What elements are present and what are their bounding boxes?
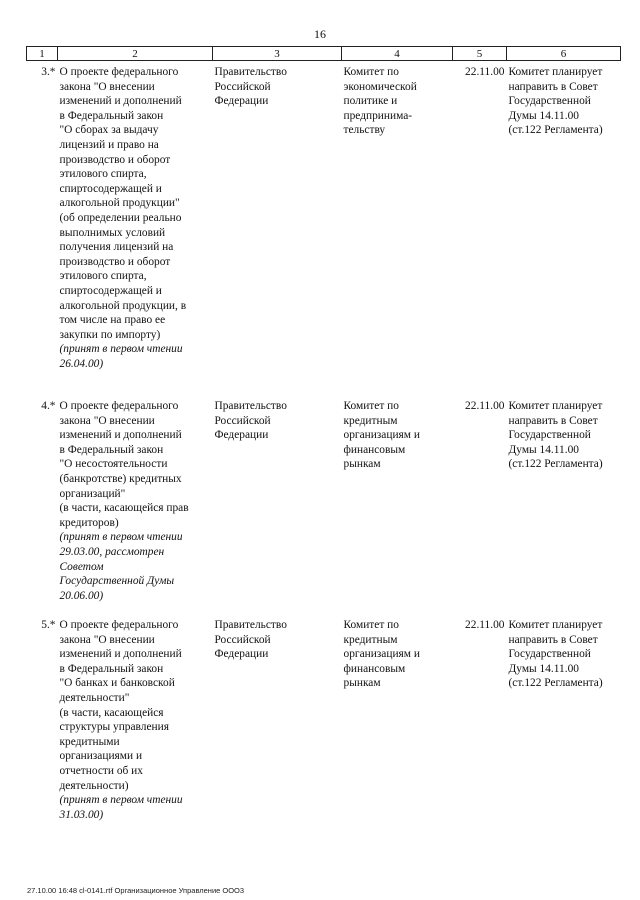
bill-status: Комитет планирует направить в Совет Государственной Думы 14.11.00 (ст.122 Регламента) [508, 66, 603, 137]
row-number: 5.* [41, 619, 56, 631]
bill-title: О проекте федерального закона "О внесении изменений и дополнений в Федеральный закон "О сборах за выдачу лицензий и право на производство и оборот этилового спирта, спиртосодержащей и алкогольной продукции" (об определении реально выполнимых условий получения лицензий на производство и оборот этилового спирта, спиртосодержащей и алкогольной продукции, в том числе на право ее закупки по импорту) [59, 66, 187, 341]
column-header-num: 1 [27, 47, 58, 61]
responsible-committee: Комитет по кредитным организациям и финансовым рынкам [343, 619, 420, 690]
bill-author: Правительство Российской Федерации [214, 619, 287, 661]
reading-note: (принят в первом чтении 31.03.00) [59, 794, 183, 821]
responsible-committee: Комитет по кредитным организациям и финансовым рынкам [343, 400, 420, 471]
scheduled-date: 22.11.00 [465, 66, 505, 78]
bill-title-cell [58, 61, 213, 396]
bill-title-cell [58, 614, 213, 838]
column-header-committee: 4 [342, 47, 453, 61]
bill-title: О проекте федерального закона "О внесении изменений и дополнений в Федеральный закон "О несостоятельности (банкротстве) кредитных организаций" (в части, касающейся прав кредиторов) [59, 400, 189, 529]
print-footer: 27.10.00 16:48 cl-0141.rtf Организационное Управление ООО3 [27, 886, 245, 895]
column-header-status: 6 [507, 47, 621, 61]
reading-note: (принят в первом чтении 29.03.00, рассмотрен Советом Государственной Думы 20.06.00) [59, 531, 183, 602]
scheduled-date: 22.11.00 [465, 619, 505, 631]
table-row [27, 395, 621, 614]
row-number: 3.* [41, 66, 56, 78]
responsible-committee: Комитет по экономической политике и предпринима- тельству [343, 66, 417, 137]
bill-status: Комитет планирует направить в Совет Государственной Думы 14.11.00 (ст.122 Регламента) [508, 619, 603, 690]
column-header-date: 5 [453, 47, 507, 61]
table-row [27, 61, 621, 396]
bill-author: Правительство Российской Федерации [214, 400, 287, 442]
reading-note: (принят в первом чтении 26.04.00) [59, 343, 183, 370]
column-header-row [27, 47, 621, 61]
bills-table [26, 46, 621, 838]
page-number: 16 [314, 27, 326, 41]
bill-status: Комитет планирует направить в Совет Государственной Думы 14.11.00 (ст.122 Регламента) [508, 400, 603, 471]
column-header-title: 2 [58, 47, 213, 61]
row-number: 4.* [41, 400, 56, 412]
scheduled-date: 22.11.00 [465, 400, 505, 412]
column-header-author: 3 [213, 47, 342, 61]
bill-title-cell [58, 395, 213, 614]
bill-title: О проекте федерального закона "О внесении изменений и дополнений в Федеральный закон "О банках и банковской деятельности" (в части, касающейся структуры управления кредитными организациями и отчетности об их деятельности) [59, 619, 182, 792]
table-row [27, 614, 621, 838]
bill-author: Правительство Российской Федерации [214, 66, 287, 108]
